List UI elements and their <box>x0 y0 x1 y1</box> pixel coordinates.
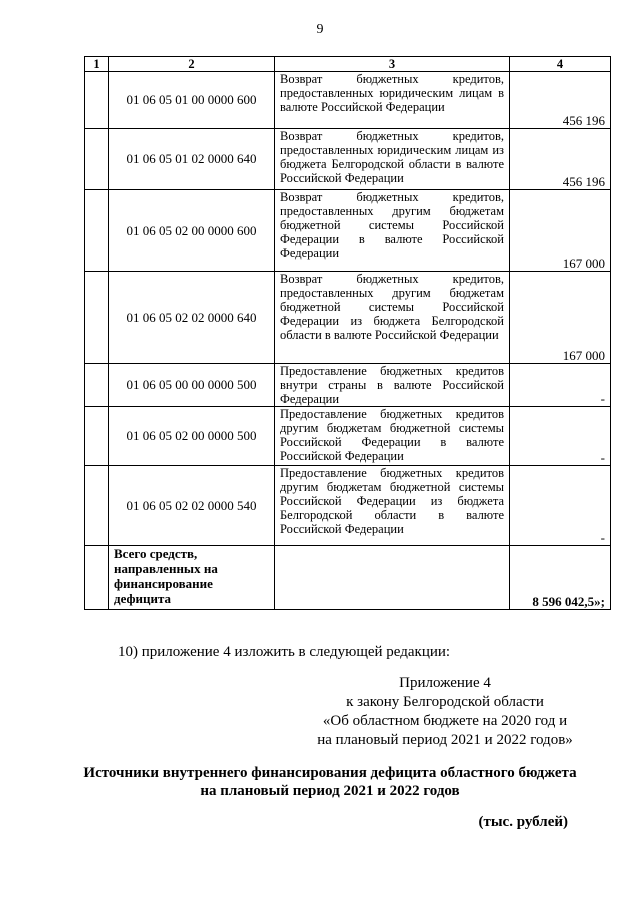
source-name: Предоставление бюджетных кредитов другим бюджетам бюджетной системы Российской Федерации в валюте Российской Федерации <box>275 407 510 466</box>
budget-code: 01 06 05 02 02 0000 540 <box>109 466 275 546</box>
total-row <box>85 546 611 610</box>
amount: 456 196 <box>510 72 611 129</box>
header-col-4: 4 <box>510 57 611 72</box>
budget-code: 01 06 05 01 02 0000 640 <box>109 129 275 190</box>
amount: - <box>510 466 611 546</box>
appendix-line: Приложение 4 <box>399 675 491 691</box>
source-name: Возврат бюджетных кредитов, предоставленных юридическим лицам из бюджета Белгородской области в валюте Российской Федерации <box>275 129 510 190</box>
total-amount: 8 596 042,5»; <box>510 546 611 610</box>
total-label: Всего средств, направленных на финансирование дефицита <box>109 546 275 610</box>
budget-code: 01 06 05 01 00 0000 600 <box>109 72 275 129</box>
budget-code: 01 06 05 02 00 0000 600 <box>109 190 275 272</box>
amount: 167 000 <box>510 190 611 272</box>
row-number <box>85 72 109 129</box>
budget-code: 01 06 05 02 02 0000 640 <box>109 272 275 364</box>
source-name: Предоставление бюджетных кредитов другим бюджетам бюджетной системы Российской Федерации из бюджета Белгородской области в валюте Российской Федерации <box>275 466 510 546</box>
header-col-3: 3 <box>275 57 510 72</box>
amount: 456 196 <box>510 129 611 190</box>
table-row <box>85 364 611 407</box>
budget-code: 01 06 05 00 00 0000 500 <box>109 364 275 407</box>
table-row <box>85 272 611 364</box>
total-name-empty <box>275 546 510 610</box>
table-row <box>85 190 611 272</box>
appendix-line: к закону Белгородской области <box>346 694 544 710</box>
source-name: Возврат бюджетных кредитов, предоставленных другим бюджетам бюджетной системы Российской Федерации из бюджета Белгородской области в валюте Российской Федерации <box>275 272 510 364</box>
source-name: Предоставление бюджетных кредитов внутри страны в валюте Российской Федерации <box>275 364 510 407</box>
source-name: Возврат бюджетных кредитов, предоставленных юридическим лицам в валюте Российской Федерации <box>275 72 510 129</box>
page-number: 9 <box>316 22 324 37</box>
budget-code: 01 06 05 02 00 0000 500 <box>109 407 275 466</box>
row-number <box>85 364 109 407</box>
header-col-1: 1 <box>85 57 109 72</box>
row-number <box>85 129 109 190</box>
title-line: на плановый период 2021 и 2022 годов <box>200 783 460 799</box>
units-label: (тыс. рублей) <box>478 814 568 830</box>
financing-sources-table <box>84 56 611 610</box>
row-number <box>85 272 109 364</box>
row-number <box>85 407 109 466</box>
amount: - <box>510 407 611 466</box>
table-row <box>85 466 611 546</box>
row-number <box>85 466 109 546</box>
table-row <box>85 129 611 190</box>
header-col-2: 2 <box>109 57 275 72</box>
document-title <box>60 764 600 800</box>
source-name: Возврат бюджетных кредитов, предоставленных другим бюджетам бюджетной системы Российской Федерации в валюте Российской Федерации <box>275 190 510 272</box>
row-number <box>85 190 109 272</box>
row-number-empty <box>85 546 109 610</box>
amendment-paragraph: 10) приложение 4 изложить в следующей редакции: <box>118 644 451 660</box>
amount: - <box>510 364 611 407</box>
amount: 167 000 <box>510 272 611 364</box>
table-row <box>85 72 611 129</box>
appendix-heading <box>300 674 590 750</box>
table-header-row <box>85 57 611 72</box>
appendix-line: на плановый период 2021 и 2022 годов» <box>317 732 573 748</box>
title-line: Источники внутреннего финансирования дефицита областного бюджета <box>83 765 577 781</box>
appendix-line: «Об областном бюджете на 2020 год и <box>322 713 568 729</box>
table-row <box>85 407 611 466</box>
